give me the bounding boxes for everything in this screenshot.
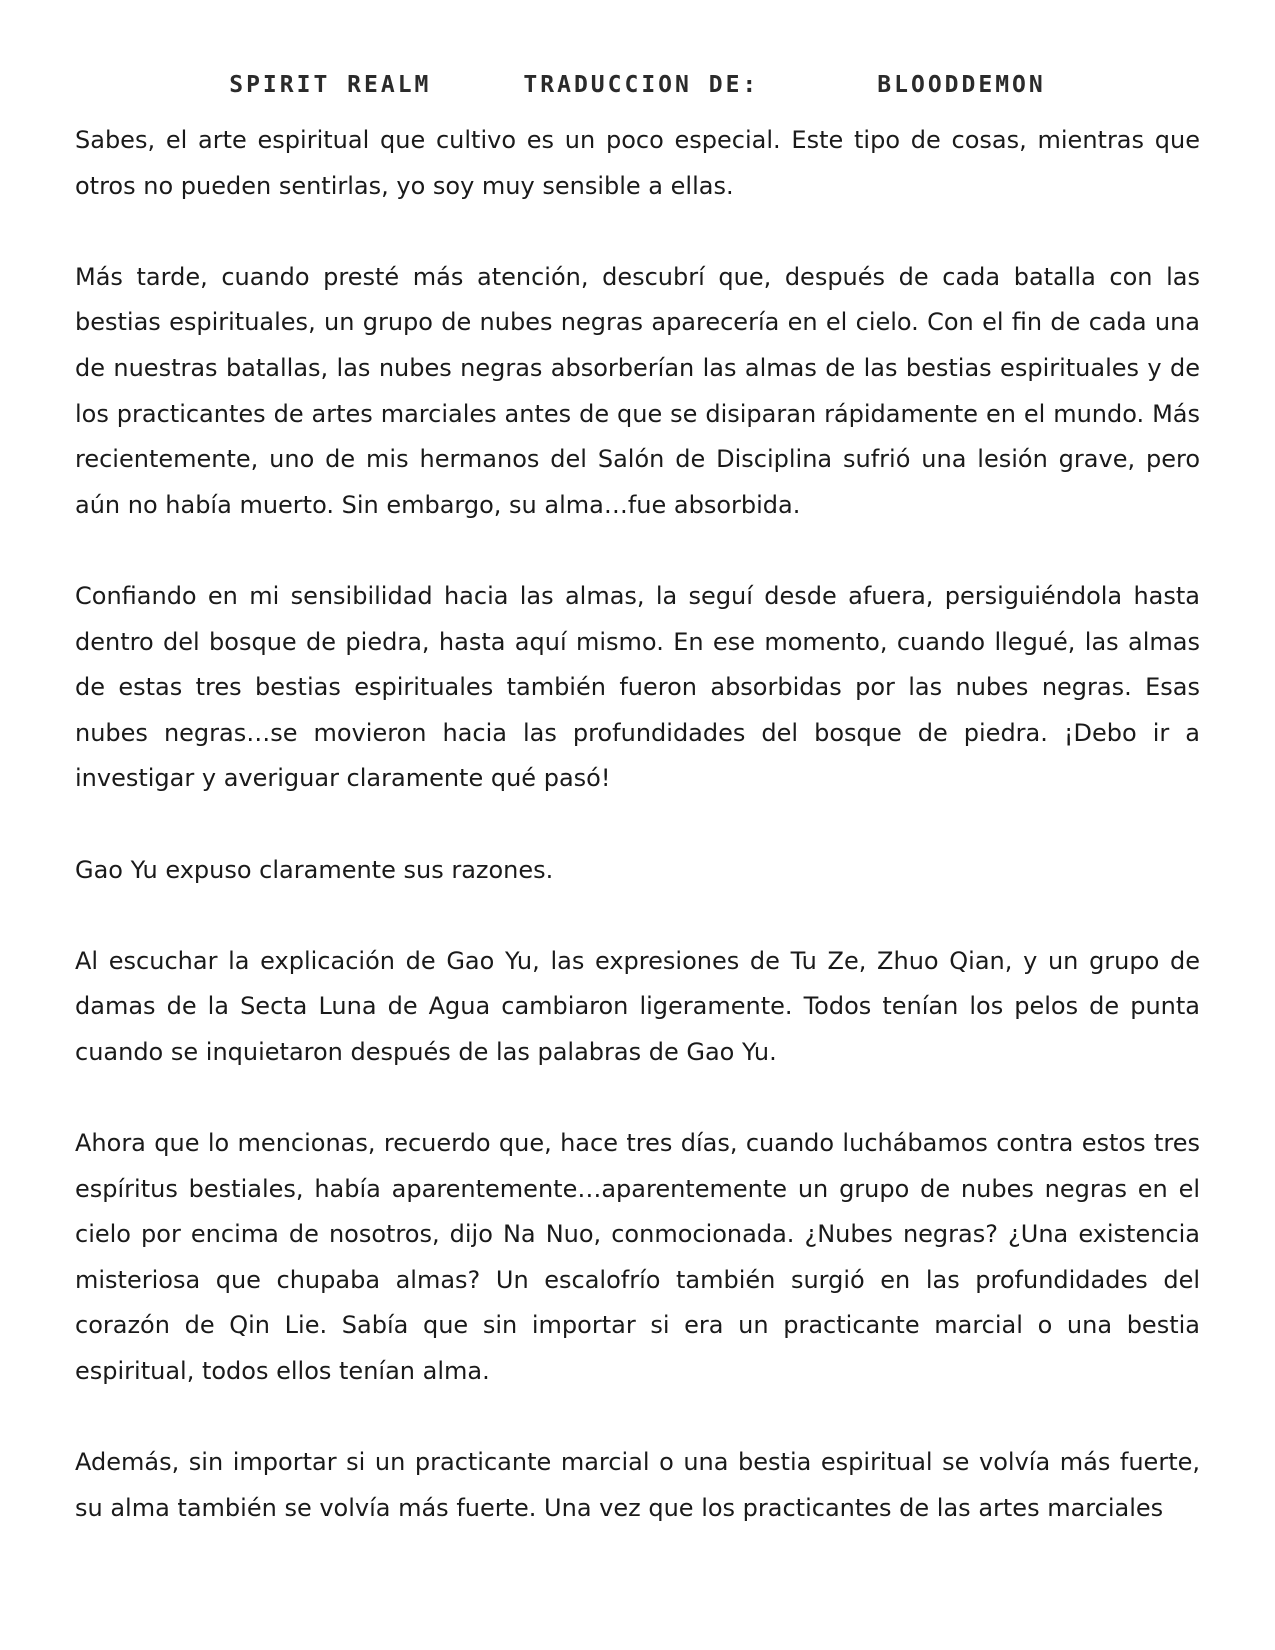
paragraph: Más tarde, cuando presté más atención, descubrí que, después de cada batalla con las bestias espirituales, un grupo de nubes negras aparecería en el cielo. Con el fin de cada una de nuestras batallas, las nubes negras absorberían las almas de las bestias espirituales y de los practicantes de artes marciales antes de que se disiparan rápidamente en el mundo. Más recientemente, uno de mis hermanos del Salón de Disciplina sufrió una lesión grave, pero aún no había muerto. Sin embargo, su alma…fue absorbida. [75,262,1200,519]
header-title: SPIRIT REALM [229,72,432,98]
paragraph: Al escuchar la explicación de Gao Yu, las expresiones de Tu Ze, Zhuo Qian, y un grupo de damas de la Secta Luna de Agua cambiaron ligeramente. Todos tenían los pelos de punta cuando se inquietaron después de las palabras de Gao Yu. [75,946,1200,1066]
paragraph: Ahora que lo mencionas, recuerdo que, hace tres días, cuando luchábamos contra estos tres espíritus bestiales, había aparentemente…aparentemente un grupo de nubes negras en el cielo por encima de nosotros, dijo Na Nuo, conmocionada. ¿Nubes negras? ¿Una existencia misteriosa que chupaba almas? Un escalofrío también surgió en las profundidades del corazón de Qin Lie. Sabía que sin importar si era un practicante marcial o una bestia espiritual, todos ellos tenían alma. [75,1129,1200,1386]
paragraph: Sabes, el arte espiritual que cultivo es un poco especial. Este tipo de cosas, mientras que otros no pueden sentirlas, yo soy muy sensible a ellas. [75,126,1200,200]
page-header [0,72,1275,98]
header-translation-label: TRADUCCION DE: [523,72,760,98]
header-translator-name: BLOODDEMON [877,72,1046,98]
document-body [75,118,1200,1577]
paragraph: Además, sin importar si un practicante marcial o una bestia espiritual se volvía más fuerte, su alma también se volvía más fuerte. Una vez que los practicantes de las artes marciales [75,1448,1200,1522]
paragraph: Gao Yu expuso claramente sus razones. [75,855,554,884]
paragraph: Confiando en mi sensibilidad hacia las almas, la seguí desde afuera, persiguiéndola hasta dentro del bosque de piedra, hasta aquí mismo. En ese momento, cuando llegué, las almas de estas tres bestias espirituales también fueron absorbidas por las nubes negras. Esas nubes negras…se movieron hacia las profundidades del bosque de piedra. ¡Debo ir a investigar y averiguar claramente qué pasó! [75,581,1200,793]
